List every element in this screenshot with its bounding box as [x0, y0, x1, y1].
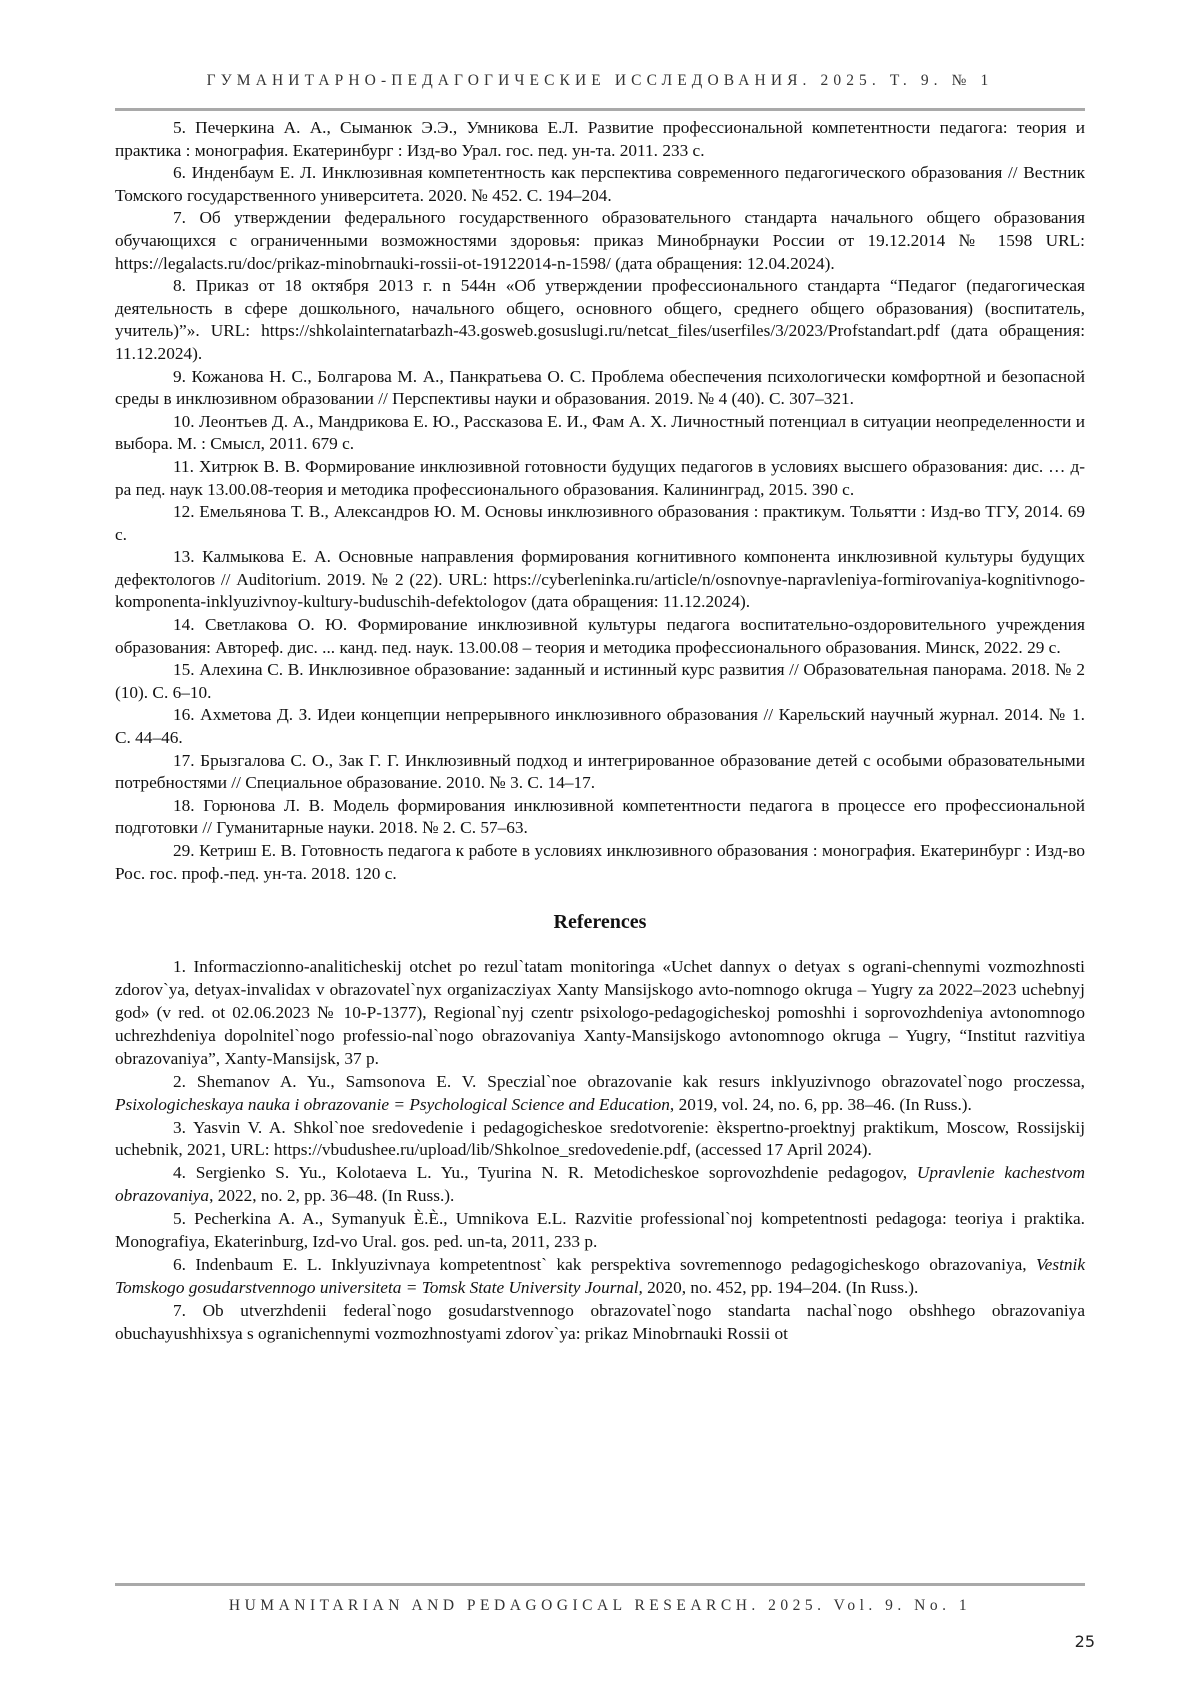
bibliography-entry: 5. Печеркина А. А., Сыманюк Э.Э., Умникова Е.Л. Развитие профессиональной компетентности педагога: теория и практика : монография. Екатеринбург : Изд-во Урал. гос. пед. ун-та. 2011. 233 с. — [115, 117, 1085, 162]
bibliography-entry: 15. Алехина С. В. Инклюзивное образование: заданный и истинный курс развития // Образовательная панорама. 2018. № 2 (10). С. 6–10. — [115, 659, 1085, 704]
journal-title: Vestnik Tomskogo gosudarstvennogo universiteta = Tomsk State University Journal, — [115, 1255, 1085, 1297]
bibliography-entry: 16. Ахметова Д. З. Идеи концепции непрерывного инклюзивного образования // Карельский научный журнал. 2014. № 1. С. 44–46. — [115, 704, 1085, 749]
reference-entry — [115, 956, 1085, 1071]
reference-entry — [115, 1208, 1085, 1254]
bibliography-entry: 29. Кетриш Е. В. Готовность педагога к работе в условиях инклюзивного образования : монография. Екатеринбург : Изд-во Рос. гос. проф.-пед. ун-та. 2018. 120 с. — [115, 840, 1085, 885]
running-footer: HUMANITARIAN AND PEDAGOGICAL RESEARCH. 2025. Vol. 9. No. 1 — [0, 1597, 1200, 1615]
journal-title: Psixologicheskaya nauka i obrazovanie = Psychological Science and Education — [115, 1095, 670, 1114]
reference-text: 2. Shemanov A. Yu., Samsonova E. V. Speczial`noe obrazovanie kak resurs inklyuzivnogo obrazovatel`nogo proczessa, — [173, 1072, 1085, 1091]
bibliography-entry: 10. Леонтьев Д. А., Мандрикова Е. Ю., Рассказова Е. И., Фам А. Х. Личностный потенциал в ситуации неопределенности и выбора. М. : Смысл, 2011. 679 с. — [115, 411, 1085, 456]
running-header: ГУМАНИТАРНО-ПЕДАГОГИЧЕСКИЕ ИССЛЕДОВАНИЯ. 2025. Т. 9. № 1 — [0, 72, 1200, 90]
reference-text: 2020, no. 452, pp. 194–204. (In Russ.). — [643, 1278, 919, 1297]
bibliography-entry: 18. Горюнова Л. В. Модель формирования инклюзивной компетентности педагога в процессе его профессиональной подготовки // Гуманитарные науки. 2018. № 2. С. 57–63. — [115, 795, 1085, 840]
bibliography-entry: 14. Светлакова О. Ю. Формирование инклюзивной культуры педагога воспитательно-оздоровительного учреждения образования: Автореф. дис. ... канд. пед. наук. 13.00.08 – теория и методика профессионального образования. Минск, 2022. 29 с. — [115, 614, 1085, 659]
bibliography-entry: 9. Кожанова Н. С., Болгарова М. А., Панкратьева О. С. Проблема обеспечения психологически комфортной и безопасной среды в инклюзивном образовании // Перспективы науки и образования. 2019. № 4 (40). С. 307–321. — [115, 366, 1085, 411]
bibliography-entry: 8. Приказ от 18 октября 2013 г. n 544н «Об утверждении профессионального стандарта “Педагог (педагогическая деятельность в сфере дошкольного, начального общего, основного общего, среднего общего образования) (воспитатель, учитель)”». URL: https://shkolainternatarbazh-43.gosweb.gosuslugi.ru/netcat_files/userfiles/3/2023/Profstandart.pdf (дата обращения: 11.12.2024). — [115, 275, 1085, 365]
reference-entry — [115, 1071, 1085, 1117]
bibliography-entry: 13. Калмыкова Е. А. Основные направления формирования когнитивного компонента инклюзивной культуры будущих дефектологов // Auditorium. 2019. № 2 (22). URL: https://cyberleninka.ru/article/n/osnovnye-napravleniya-formirovaniya-kognitivnogo-komponenta-inklyuzivnoy-kultury-buduschih-defektologov (дата обращения: 11.12.2024). — [115, 546, 1085, 614]
reference-text: , 2019, vol. 24, no. 6, pp. 38–46. (In Russ.). — [670, 1095, 972, 1114]
reference-text: 7. Ob utverzhdenii federal`nogo gosudarstvennogo obrazovatel`nogo standarta nachal`nogo obshhego obrazovaniya obuchayushhixsya s ogranichennymi vozmozhnostyami zdorov`ya: prikaz Minobrnauki Rossii ot — [115, 1301, 1085, 1343]
reference-entry — [115, 1254, 1085, 1300]
reference-entry — [115, 1117, 1085, 1163]
main-content — [115, 117, 1085, 1346]
bibliography-entry: 11. Хитрюк В. В. Формирование инклюзивной готовности будущих педагогов в условиях высшего образования: дис. … д-ра пед. наук 13.00.08-теория и методика профессионального образования. Калининград, 2015. 390 с. — [115, 456, 1085, 501]
bibliography-entry: 7. Об утверждении федерального государственного образовательного стандарта начального общего образования обучающихся с ограниченными возможностями здоровья: приказ Минобрнауки России от 19.12.2014 № 1598 URL: https://legalacts.ru/doc/prikaz-minobrnauki-rossii-ot-19122014-n-1598/ (дата обращения: 12.04.2024). — [115, 207, 1085, 275]
bibliography-entry: 6. Инденбаум Е. Л. Инклюзивная компетентность как перспектива современного педагогического образования // Вестник Томского государственного университета. 2020. № 452. С. 194–204. — [115, 162, 1085, 207]
references-list — [115, 956, 1085, 1345]
bibliography-entry: 17. Брызгалова С. О., Зак Г. Г. Инклюзивный подход и интегрированное образование детей с особыми образовательными потребностями // Специальное образование. 2010. № 3. С. 14–17. — [115, 750, 1085, 795]
reference-entry — [115, 1162, 1085, 1208]
reference-entry — [115, 1300, 1085, 1346]
footer-rule — [115, 1583, 1085, 1586]
reference-text: 1. Informaczionno-analiticheskij otchet po rezul`tatam monitoringa «Uchet dannyx o detyax s ograni-chennymi vozmozhnosti zdorov`ya, detyax-invalidax v obrazovatel`nyx organizacziyax Xanty Mansijskogo avto-nomnogo okruga – Yugry za 2022–2023 uchebnyj god» (v red. ot 02.06.2023 № 10-P-1377), Regional`nyj czentr psixologo-pedagogicheskoj pomoshhi i soprovozhdeniya avtonomnogo uchrezhdeniya dopolnitel`nogo professio-nal`nogo obrazovaniya Xanty-Mansijskogo avtonomnogo okruga – Yugry, “Institut razvitiya obrazovaniya”, Xanty-Mansijsk, 37 p. — [115, 957, 1085, 1068]
references-heading: References — [115, 909, 1085, 935]
journal-title: Upravlenie kachestvom obrazovaniya — [115, 1163, 1085, 1205]
reference-text: 5. Pecherkina A. A., Symanyuk È.È., Umnikova E.L. Razvitie professional`noj kompetentnosti pedagoga: teoriya i praktika. Monografiya, Ekaterinburg, Izd-vo Ural. gos. ped. un-ta, 2011, 233 p. — [115, 1209, 1085, 1251]
bibliography-entry: 12. Емельянова Т. В., Александров Ю. М. Основы инклюзивного образования : практикум. Тольятти : Изд-во ТГУ, 2014. 69 с. — [115, 501, 1085, 546]
bibliography-list — [115, 117, 1085, 885]
reference-text: , 2022, no. 2, pp. 36–48. (In Russ.). — [209, 1186, 454, 1205]
header-rule — [115, 108, 1085, 111]
reference-text: 3. Yasvin V. A. Shkol`noe sredovedenie i pedagogicheskoe sredotvorenie: èkspertno-proektnyj praktikum, Moscow, Rossijskij uchebnik, 2021, URL: https://vbudushee.ru/upload/lib/Shkolnoe_sredovedenie.pdf, (accessed 17 April 2024). — [115, 1118, 1085, 1160]
reference-text: 6. Indenbaum E. L. Inklyuzivnaya kompetentnost` kak perspektiva sovremennogo pedagogicheskogo obrazovaniya, — [173, 1255, 1036, 1274]
page-number: 25 — [1075, 1632, 1095, 1651]
reference-text: 4. Sergienko S. Yu., Kolotaeva L. Yu., Tyurina N. R. Metodicheskoe soprovozhdenie pedagogov, — [173, 1163, 917, 1182]
